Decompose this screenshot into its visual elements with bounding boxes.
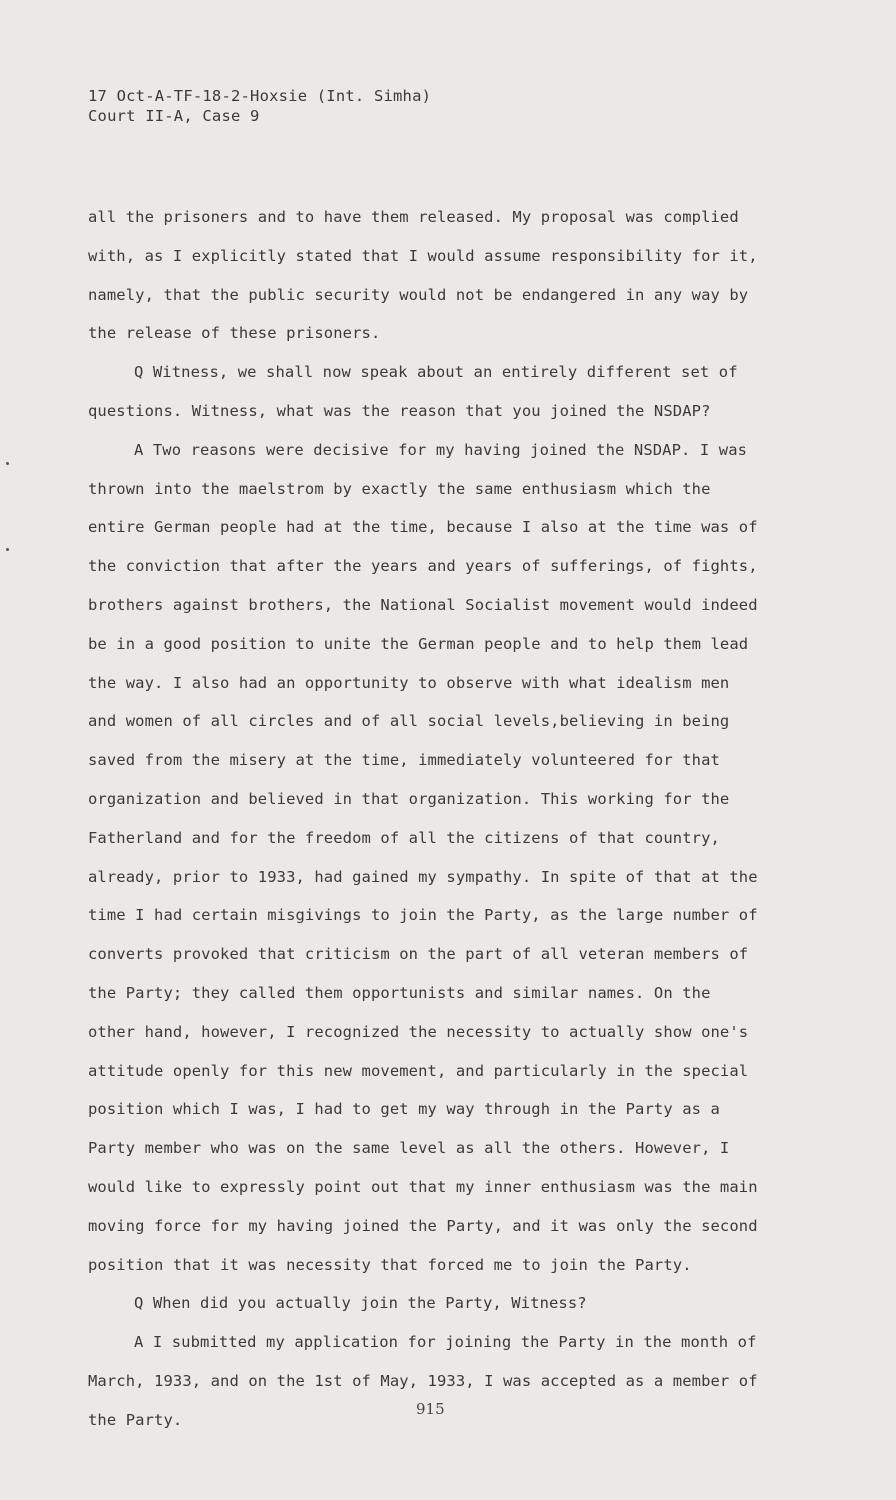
text-line: namely, that the public security would not be endangered in any way by xyxy=(88,285,749,304)
text-line: Party member who was on the same level as all the others. However, I xyxy=(88,1139,730,1158)
text-line: March, 1933, and on the 1st of May, 1933, I was accepted as a member of xyxy=(88,1371,758,1390)
page-number: 915 xyxy=(416,1400,445,1418)
answer-line: A I submitted my application for joining the Party in the month of xyxy=(134,1333,757,1352)
text-line: moving force for my having joined the Party, and it was only the second xyxy=(88,1216,758,1235)
text-line: all the prisoners and to have them released. My proposal was complied xyxy=(88,208,739,226)
text-line: position which I was, I had to get my way through in the Party as a xyxy=(88,1100,720,1119)
document-header xyxy=(88,86,431,126)
text-line: position that it was necessity that forced me to join the Party. xyxy=(88,1255,692,1274)
text-line: organization and believed in that organization. This working for the xyxy=(88,789,730,808)
text-line: questions. Witness, what was the reason that you joined the NSDAP? xyxy=(88,401,711,420)
question-line: Q Witness, we shall now speak about an entirely different set of xyxy=(134,363,738,382)
header-line-1: 17 Oct-A-TF-18-2-Hoxsie (Int. Simha) xyxy=(88,87,432,105)
transcript-body xyxy=(88,198,818,1440)
text-line: would like to expressly point out that my inner enthusiasm was the main xyxy=(88,1177,758,1196)
text-line: the Party. xyxy=(88,1410,183,1429)
text-line: time I had certain misgivings to join the Party, as the large number of xyxy=(88,906,758,925)
text-line: converts provoked that criticism on the part of all veteran members of xyxy=(88,945,749,964)
text-line: other hand, however, I recognized the necessity to actually show one's xyxy=(88,1022,749,1041)
question-line: Q When did you actually join the Party, Witness? xyxy=(134,1294,587,1313)
text-line: already, prior to 1933, had gained my sympathy. In spite of that at the xyxy=(88,867,758,886)
text-line: thrown into the maelstrom by exactly the same enthusiasm which the xyxy=(88,479,711,498)
text-line: the Party; they called them opportunists and similar names. On the xyxy=(88,983,711,1002)
text-line: be in a good position to unite the German people and to help them lead xyxy=(88,634,749,653)
text-line: the release of these prisoners. xyxy=(88,324,381,343)
text-line: saved from the misery at the time, immediately volunteered for that xyxy=(88,751,720,770)
margin-mark xyxy=(6,462,9,465)
text-line: the way. I also had an opportunity to observe with what idealism men xyxy=(88,673,730,692)
text-line: the conviction that after the years and years of sufferings, of fights, xyxy=(88,557,758,576)
text-line: entire German people had at the time, because I also at the time was of xyxy=(88,518,758,537)
text-line: brothers against brothers, the National Socialist movement would indeed xyxy=(88,595,758,614)
text-line: with, as I explicitly stated that I would assume responsibility for it, xyxy=(88,246,758,265)
margin-mark xyxy=(6,548,9,551)
header-line-2: Court II-A, Case 9 xyxy=(88,107,260,125)
text-line: Fatherland and for the freedom of all the citizens of that country, xyxy=(88,828,720,847)
answer-line: A Two reasons were decisive for my having joined the NSDAP. I was xyxy=(134,440,748,459)
text-line: attitude openly for this new movement, and particularly in the special xyxy=(88,1061,749,1080)
text-line: and women of all circles and of all social levels,believing in being xyxy=(88,712,730,731)
